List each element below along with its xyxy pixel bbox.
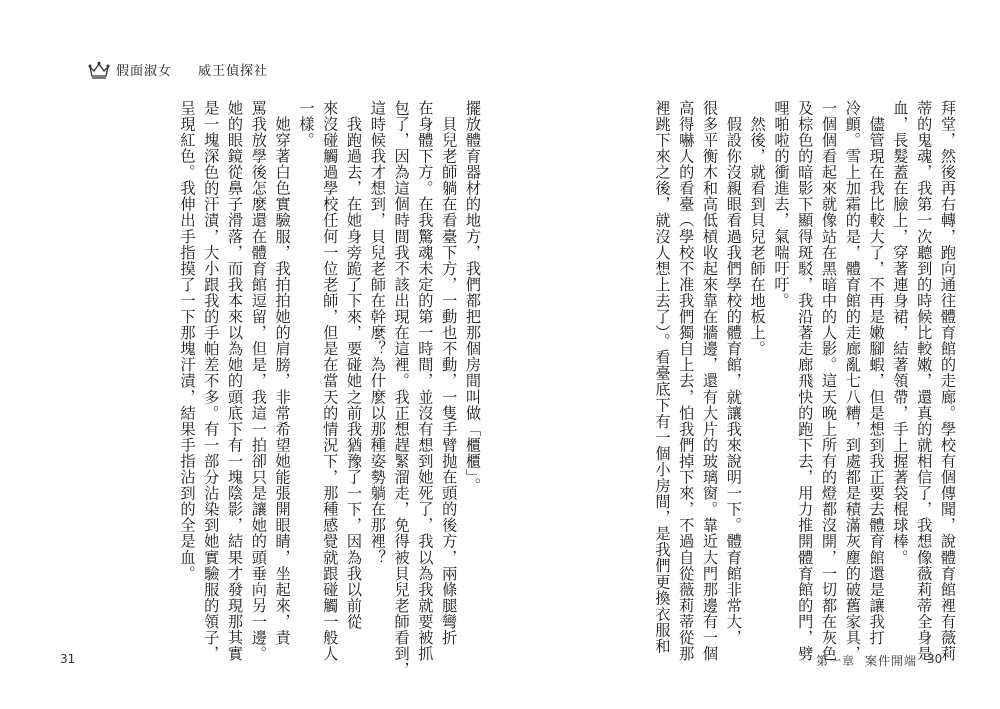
text-line: 哩啪啦的衝進去，氣喘吁吁。 — [772, 100, 791, 309]
book-title: 威王偵探社 — [198, 64, 269, 79]
text-line: 高得嚇人的看臺（學校不准我們獨自上去，怕我們掉下來，不過自從薇莉蒂從那 — [677, 100, 696, 662]
text-line: 及棕色的暗影下顯得斑駁，我沿著走廊飛快的跑下去，用力推開體育館的門，劈 — [796, 100, 815, 662]
text-line: 拜堂，然後再右轉，跑向通往體育館的走廊。學校有個傳聞，說體育館裡有薇莉 — [939, 100, 957, 662]
text-line: 裡跳下來之後，就沒人想上去了）。看臺底下有一個小房間，是我們更換衣服和 — [653, 100, 672, 655]
text-line: 假設你沒親眼看過我們學校的體育館，就讓我來說明一下。體育館非常大， — [724, 100, 743, 646]
text-line: 然後，就看到貝兒老師在地板上。 — [748, 100, 767, 357]
text-line: 我跑過去，在她身旁跪了下來，要碰她之前我猶豫了一下，因為我以前從 — [345, 100, 364, 630]
text-line: 這時候我才想到，貝兒老師在幹麼？為什麼以那種姿勢躺在那裡？ — [368, 100, 387, 566]
text-line: 包了，因為這個時間我不該出現在這裡。我正想趕緊溜走，免得被貝兒老師看到， — [392, 100, 411, 678]
text-line: 一個個看起來就像站在黑暗中的人影。這天晚上所有的燈都沒開，一切都在灰色 — [820, 100, 839, 662]
series-title: 假面淑女 — [116, 64, 173, 79]
crown-icon — [88, 61, 110, 79]
text-line: 貝兒老師躺在看臺下方，一動也不動，一隻手臂抛在頭的後方，兩條腿彎折 — [440, 100, 459, 646]
text-line: 蒂的鬼魂，我第一次聽到的時候比較嫩，還真的就相信了，我想像薇莉蒂全身是 — [915, 100, 934, 662]
page-number-left: 31 — [60, 652, 76, 666]
page-number-right: 30 — [927, 652, 943, 666]
text-line: 血，長髮蓋在臉上，穿著連身裙，結著領帶，手上握著袋棍球棒。 — [891, 100, 910, 566]
text-line: 很多平衡木和高低槓收起來靠在牆邊，還有大片的玻璃窗。靠近大門那邊有一個 — [701, 100, 720, 662]
text-line: 一樣。 — [297, 100, 316, 149]
text-line: 她穿著白色實驗服，我拍拍她的肩膀，非常希望她能張開眼睛，坐起來，責 — [273, 100, 292, 646]
text-line: 她的眼鏡從鼻子滑落，而我本來以為她的頭底下有一塊陰影，結果才發現那其實 — [226, 100, 245, 662]
text-line: 擺放體育器材的地方，我們都把那個房間叫做「櫃櫃」。 — [464, 100, 482, 494]
right-page-footer — [816, 652, 942, 669]
text-line: 來沒碰觸過學校任何一位老師，但是在當天的情況下，那種感覺就跟碰觸一般人 — [321, 100, 340, 662]
running-header — [88, 60, 268, 79]
chapter-title: 案件開端 — [865, 654, 918, 668]
text-line: 是一塊深色的汗漬，大小跟我的手帕差不多。有一部分沾染到她實驗服的領子， — [202, 100, 221, 662]
text-line: 在身體下方。在我驚魂未定的第一時間，並沒有想到她死了，我以為我就要被抓 — [416, 100, 435, 662]
text-line: 儘管現在我比較大了，不再是嫩腳蝦，但是想到我正要去體育館還是讓我打 — [867, 100, 886, 646]
text-line: 冷顫。雪上加霜的是，體育館的走廊亂七八糟，到處都是積滿灰塵的破舊家具， — [843, 100, 862, 662]
chapter-label: 第一章 — [816, 654, 856, 668]
text-line: 呈現紅色。我伸出手指摸了一下那塊汗漬，結果手指沾到的全是血。 — [178, 100, 197, 582]
text-line: 罵我放學後怎麼還在體育館逗留，但是，我這一拍卻只是讓她的頭垂向另一邊。 — [249, 100, 268, 662]
